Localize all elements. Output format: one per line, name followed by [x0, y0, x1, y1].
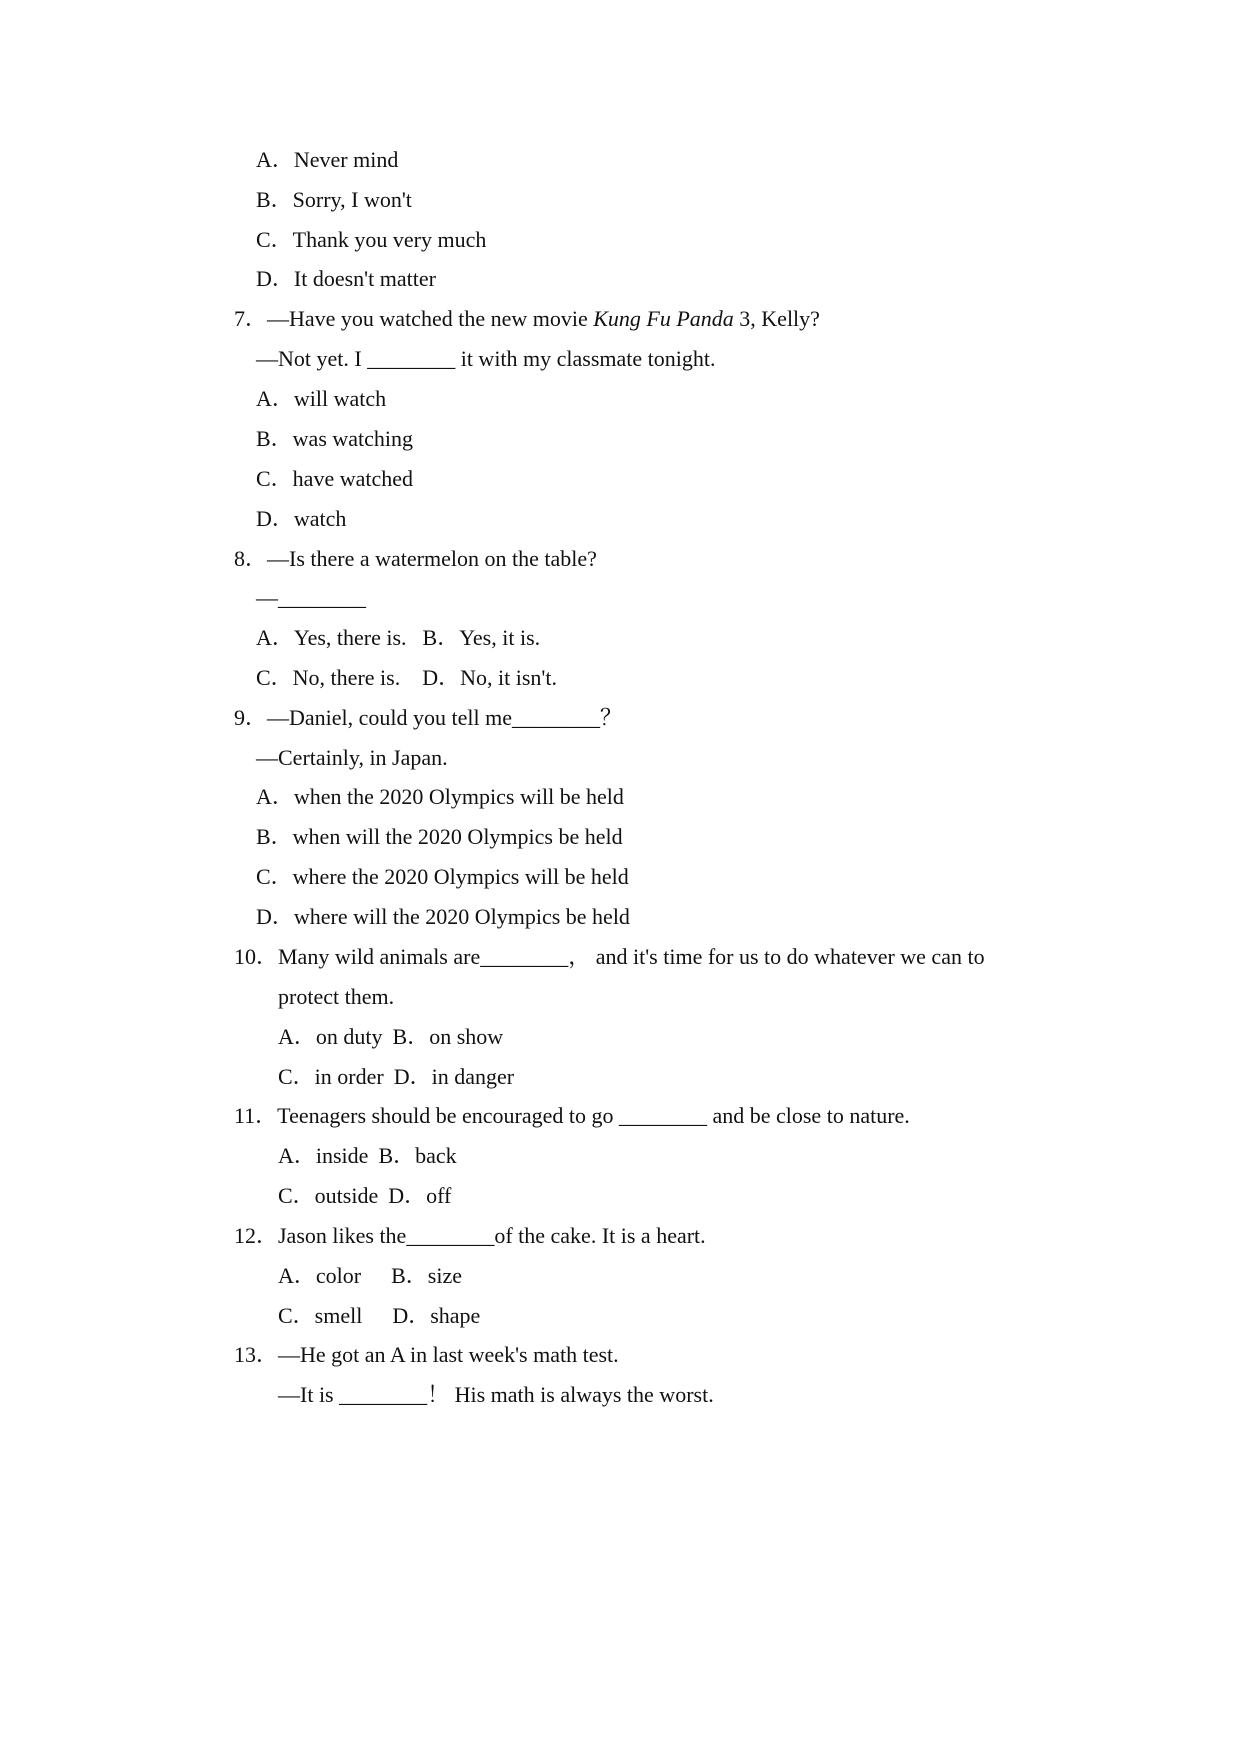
- q12-option-a: A．color: [278, 1263, 362, 1288]
- q12-stem: 12．Jason likes the________of the cake. It is a heart.: [234, 1223, 706, 1248]
- q11-option-d: D．off: [388, 1183, 452, 1208]
- q7-movie-title: Kung Fu Panda: [593, 306, 734, 331]
- q8-options-row-2: [256, 664, 557, 692]
- q11-options-row-2: [278, 1182, 451, 1210]
- q12-options-row-2: [278, 1302, 480, 1330]
- q8-option-c: C．No, there is.: [256, 665, 401, 690]
- q11-option-b: B．back: [378, 1143, 457, 1168]
- q10-options-row-2: [278, 1063, 514, 1091]
- q8-option-d: D．No, it isn't.: [422, 665, 557, 690]
- q10-option-b: B．on show: [392, 1024, 504, 1049]
- q6-option-d: D．It doesn't matter: [256, 266, 436, 291]
- q13-stem: 13．—He got an A in last week's math test.: [234, 1342, 619, 1367]
- q9-option-c: C．where the 2020 Olympics will be held: [256, 864, 629, 889]
- q9-reply: —Certainly, in Japan.: [256, 745, 448, 770]
- q8-reply: —________: [256, 585, 366, 610]
- q10-stem-line-1: 10．Many wild animals are________， and it's time for us to do whatever we can to: [234, 944, 985, 969]
- q7-stem: [234, 305, 820, 333]
- q10-stem-line-2: protect them.: [278, 984, 395, 1009]
- q9-option-d: D．where will the 2020 Olympics be held: [256, 904, 630, 929]
- q10-option-a: A．on duty: [278, 1024, 383, 1049]
- q10-option-d: D．in danger: [393, 1064, 515, 1089]
- q9-stem: 9．—Daniel, could you tell me________？: [234, 705, 622, 730]
- q6-option-b: B．Sorry, I won't: [256, 187, 412, 212]
- q8-options-row-1: [256, 624, 540, 652]
- q13-reply: —It is ________！ His math is always the worst.: [278, 1382, 714, 1407]
- q12-option-b: B．size: [391, 1263, 462, 1288]
- q10-options-row-1: [278, 1023, 503, 1051]
- q7-reply: —Not yet. I ________ it with my classmate tonight.: [256, 346, 716, 371]
- q8-option-b: B．Yes, it is.: [422, 625, 541, 650]
- q7-option-b: B．was watching: [256, 426, 414, 451]
- q6-option-c: C．Thank you very much: [256, 227, 487, 252]
- q12-options-row-1: [278, 1262, 462, 1290]
- q7-stem-pre: 7．—Have you watched the new movie: [234, 306, 594, 331]
- q11-option-c: C．outside: [278, 1183, 379, 1208]
- q11-options-row-1: [278, 1142, 457, 1170]
- q11-stem: 11．Teenagers should be encouraged to go ________ and be close to nature.: [234, 1103, 910, 1128]
- q7-option-d: D．watch: [256, 506, 347, 531]
- q7-option-c: C．have watched: [256, 466, 413, 491]
- q7-stem-post: 3, Kelly?: [733, 306, 820, 331]
- q8-option-a: A．Yes, there is.: [256, 625, 407, 650]
- q12-option-d: D．shape: [392, 1303, 481, 1328]
- q11-option-a: A．inside: [278, 1143, 369, 1168]
- q8-stem: 8．—Is there a watermelon on the table?: [234, 546, 597, 571]
- q12-option-c: C．smell: [278, 1303, 363, 1328]
- q9-option-b: B．when will the 2020 Olympics be held: [256, 824, 623, 849]
- q9-option-a: A．when the 2020 Olympics will be held: [256, 784, 624, 809]
- q10-option-c: C．in order: [278, 1064, 384, 1089]
- q6-option-a: A．Never mind: [256, 147, 399, 172]
- q7-option-a: A．will watch: [256, 386, 387, 411]
